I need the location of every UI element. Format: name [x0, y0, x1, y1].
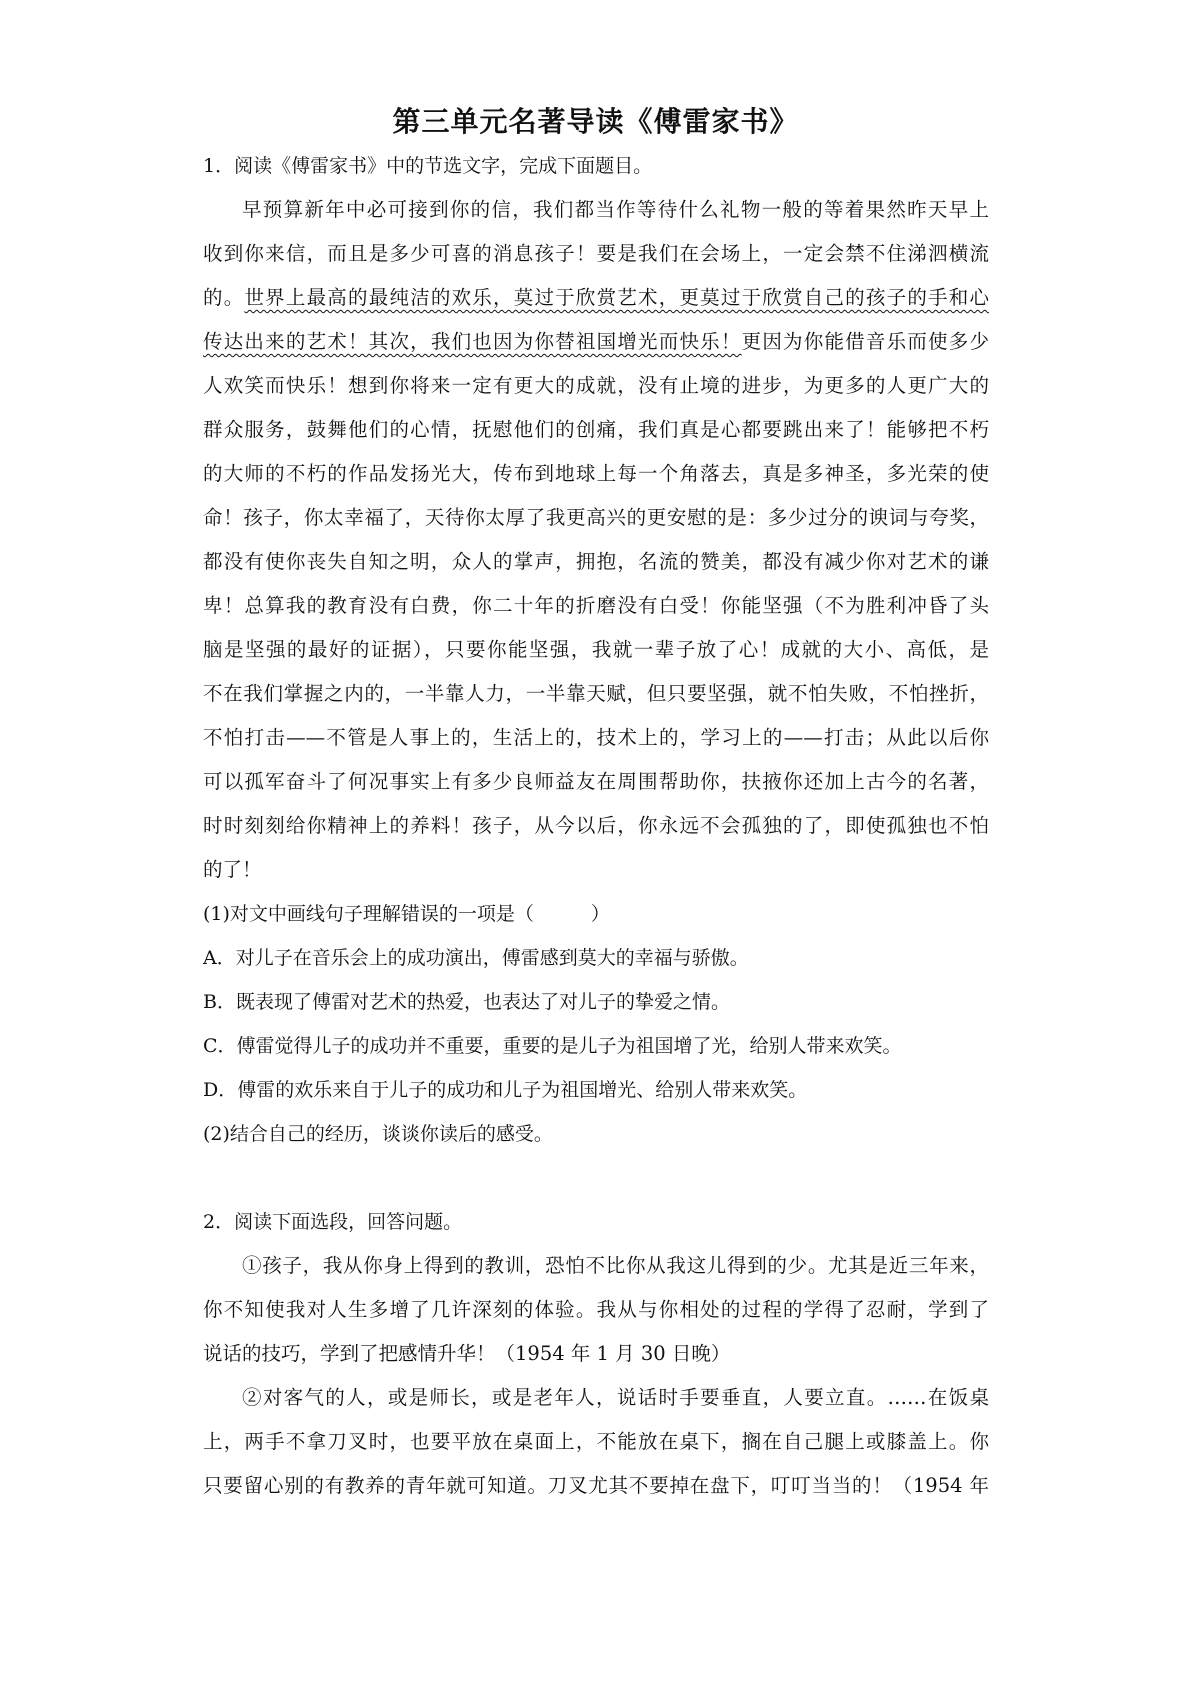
passage-line-11: 脑是坚强的最好的证据），只要你能坚强，我就一辈子放了心！成就的大小、高低，是	[203, 638, 989, 661]
q2-p1-line-2: 你不知使我对人生多增了几许深刻的体验。我从与你相处的过程的学得了忍耐，学到了	[203, 1298, 989, 1321]
option-b: B．既表现了傅雷对艺术的热爱，也表达了对儿子的挚爱之情。	[203, 991, 730, 1013]
q2-p2-line-2: 上，两手不拿刀叉时，也要平放在桌面上，不能放在桌下，搁在自己腿上或膝盖上。你	[203, 1430, 989, 1453]
underlined-sentence-part-1: 世界上最高的最纯洁的欢乐，莫过于欣赏艺术，更莫过于欣赏自己的孩子的手和心	[244, 286, 989, 309]
q1-sub2: (2)结合自己的经历，谈谈你读后的感受。	[203, 1123, 553, 1145]
passage-line-14: 可以孤军奋斗了何况事实上有多少良师益友在周围帮助你，扶掖你还加上古今的名著，	[203, 770, 989, 793]
option-c: C．傅雷觉得儿子的成功并不重要，重要的是儿子为祖国增了光，给别人带来欢笑。	[203, 1035, 902, 1057]
option-a: A．对儿子在音乐会上的成功演出，傅雷感到莫大的幸福与骄傲。	[203, 947, 749, 969]
q1-sub1: (1)对文中画线句子理解错误的一项是（ ）	[203, 903, 610, 925]
passage-line-2: 收到你来信，而且是多少可喜的消息孩子！要是我们在会场上，一定会禁不住涕泗横流	[203, 242, 989, 265]
passage-line-4-plain: 更因为你能借音乐而使多少	[741, 330, 989, 353]
passage-line-16: 的了！	[203, 858, 262, 881]
passage-line-6: 群众服务，鼓舞他们的心情，抚慰他们的创痛，我们真是心都要跳出来了！能够把不朽	[203, 418, 989, 441]
passage-line-15: 时时刻刻给你精神上的养料！孩子，从今以后，你永远不会孤独的了，即使孤独也不怕	[203, 814, 989, 837]
page-title: 第三单元名著导读《傅雷家书》	[392, 105, 799, 138]
passage-line-12: 不在我们掌握之内的，一半靠人力，一半靠天赋，但只要坚强，就不怕失败，不怕挫折，	[203, 682, 989, 705]
option-d: D．傅雷的欢乐来自于儿子的成功和儿子为祖国增光、给别人带来欢笑。	[203, 1079, 808, 1101]
q2-prompt: 2．阅读下面选段，回答问题。	[203, 1211, 463, 1233]
passage-line-13: 不怕打击——不管是人事上的，生活上的，技术上的，学习上的——打击；从此以后你	[203, 726, 989, 749]
q2-p1-line-3: 说话的技巧，学到了把感情升华！（1954 年 1 月 30 日晚）	[203, 1342, 731, 1365]
passage-line-5: 人欢笑而快乐！想到你将来一定有更大的成就，没有止境的进步，为更多的人更广大的	[203, 374, 989, 397]
passage-line-8: 命！孩子，你太幸福了，天待你太厚了我更高兴的更安慰的是：多少过分的谀词与夸奖，	[203, 506, 989, 529]
passage-line-4	[203, 329, 989, 355]
q2-p2-line-1: ②对客气的人，或是师长，或是老年人，说话时手要垂直，人要立直。……在饭桌	[242, 1386, 989, 1409]
passage-line-3-plain: 的。	[203, 286, 245, 309]
passage-line-7: 的大师的不朽的作品发扬光大，传布到地球上每一个角落去，真是多神圣，多光荣的使	[203, 462, 989, 485]
q2-p2-line-3: 只要留心别的有教养的青年就可知道。刀叉尤其不要掉在盘下，叮叮当当的！（1954 年	[203, 1474, 989, 1497]
passage-line-10: 卑！总算我的教育没有白费，你二十年的折磨没有白受！你能坚强（不为胜利冲昏了头	[203, 594, 989, 617]
passage-line-3	[203, 285, 989, 311]
passage-line-1: 早预算新年中必可接到你的信，我们都当作等待什么礼物一般的等着果然昨天早上	[242, 198, 989, 221]
underlined-sentence-part-2: 传达出来的艺术！其次，我们也因为你替祖国增光而快乐！	[203, 330, 742, 353]
passage-line-9: 都没有使你丧失自知之明，众人的掌声，拥抱，名流的赞美，都没有减少你对艺术的谦	[203, 550, 989, 573]
q2-p1-line-1: ①孩子，我从你身上得到的教训，恐怕不比你从我这儿得到的少。尤其是近三年来，	[242, 1254, 989, 1277]
q1-prompt: 1．阅读《傅雷家书》中的节选文字，完成下面题目。	[203, 155, 653, 177]
